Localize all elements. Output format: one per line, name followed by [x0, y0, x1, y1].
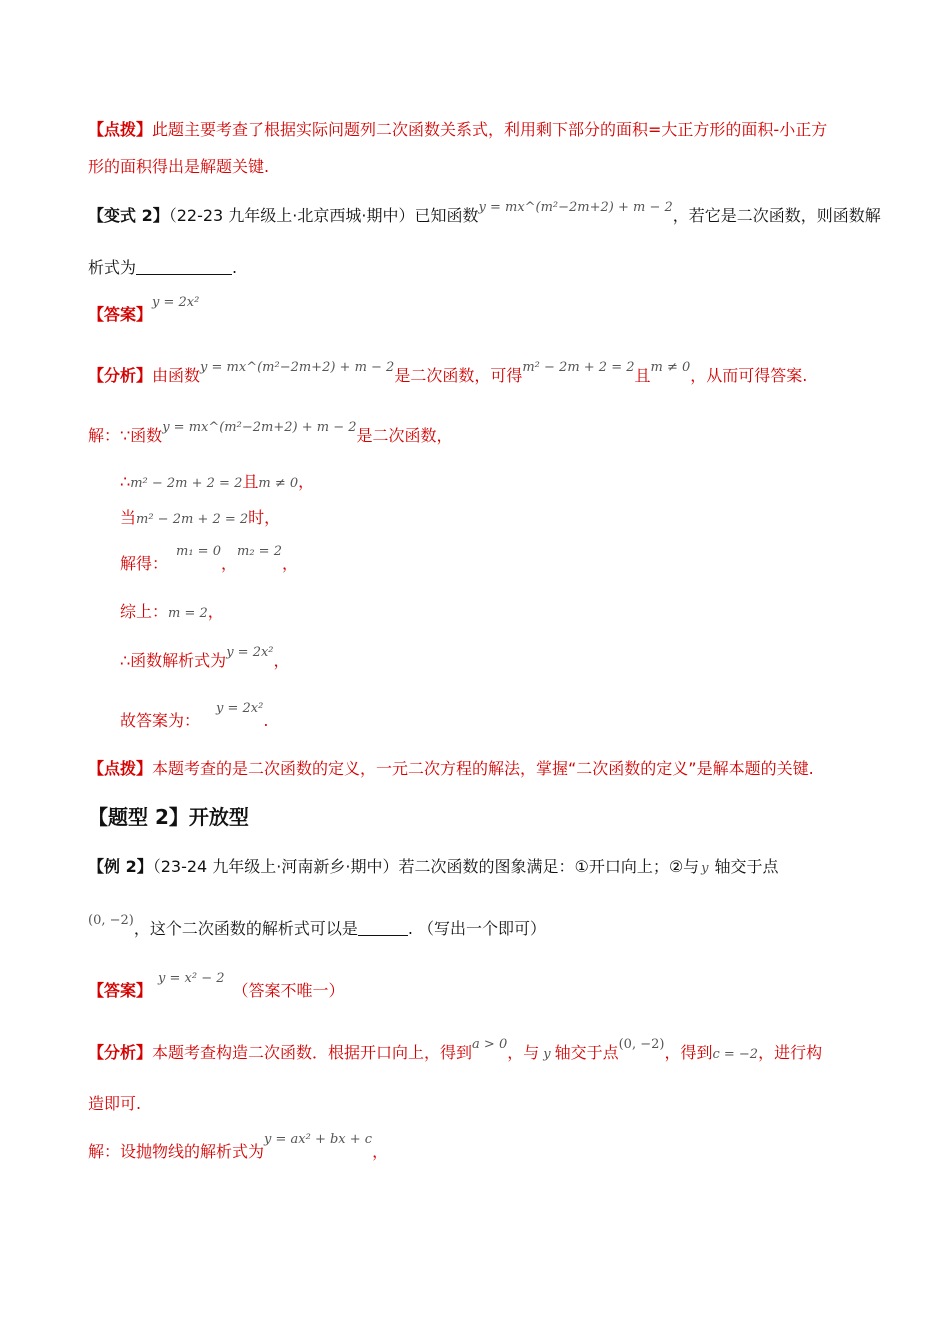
example2-line2-end: . （写出一个即可）: [407, 919, 547, 938]
analysis2-tag: 【分析】: [88, 1043, 153, 1062]
analysis1-p4: ，从而可得答案.: [690, 366, 808, 385]
solution1-s3-pre: 当: [120, 508, 137, 527]
analysis2-p1: 本题考查构造二次函数．根据开口向上，得到: [152, 1043, 473, 1062]
variant2-formula: y = mx^(m²−2m+2) + m − 2: [478, 200, 673, 215]
solution1-s7-pre: 故答案为：: [120, 711, 201, 730]
tip1-line2: 形的面积得出是解题关键.: [88, 157, 270, 176]
solution1-step7: [120, 701, 269, 734]
analysis2-point: (0, −2): [618, 1037, 665, 1052]
solution1-s1-formula: y = mx^(m²−2m+2) + m − 2: [162, 420, 357, 435]
solution1-s6-formula: y = 2x²: [226, 645, 274, 660]
analysis1-p1: 由函数: [152, 366, 201, 385]
example2-text-end: 轴交于点: [714, 857, 779, 876]
example2-line1: [88, 856, 779, 880]
analysis1-p3: 且: [634, 366, 651, 385]
solution1-s2-neq: m ≠ 0: [258, 476, 299, 491]
solution1-step2: [120, 471, 314, 495]
solution1-step4: [120, 544, 298, 577]
solution2-pre: 解：设抛物线的解析式为: [88, 1142, 265, 1161]
solution1-s7-formula: y = 2x²: [216, 701, 264, 716]
solution1-s6-pre: ∴函数解析式为: [120, 651, 227, 670]
solution1-s5-end: ，: [207, 602, 224, 621]
solution2-formula: y = ax² + bx + c: [264, 1132, 373, 1147]
solution1-s6-end: ，: [273, 651, 290, 670]
variant2-after: ，若它是二次函数，则函数解: [672, 206, 881, 225]
answer1-formula: y = 2x²: [152, 295, 200, 310]
example2-text: （23-24 九年级上·河南新乡·期中）若二次函数的图象满足：①开口向上；②与: [152, 857, 700, 876]
solution1-s2-eq: m² − 2m + 2 = 2: [130, 476, 243, 491]
analysis2-p5: ，进行构: [758, 1043, 823, 1062]
solution1-s1-post: 是二次函数，: [356, 426, 453, 445]
solution1-s5-eq: m = 2: [168, 606, 208, 621]
tip1-tag: 【点拨】: [88, 120, 153, 139]
section-heading: 【题型 2】开放型: [88, 805, 249, 829]
analysis1-tag: 【分析】: [88, 366, 153, 385]
analysis2-y: y: [543, 1047, 551, 1062]
solution1-s4-pre: 解得：: [120, 554, 169, 573]
variant2-line2: [88, 257, 237, 279]
solution2-line: [88, 1132, 389, 1165]
analysis2-p2: ，与: [507, 1043, 540, 1062]
tip1-text-1: 此题主要考查了根据实际问题列二次函数关系式，利用剩下部分的面积=大正方形的面积-小正方: [152, 120, 828, 139]
solution1-s4-end: ，: [281, 554, 298, 573]
analysis1-neq: m ≠ 0: [650, 360, 691, 375]
solution1-s2-and: 且: [242, 472, 259, 491]
variant2-source: （22-23 九年级上·北京西城·期中）已知函数: [168, 206, 479, 225]
analysis2-a: a > 0: [472, 1037, 508, 1052]
answer2-tag: 【答案】: [88, 981, 153, 1000]
analysis2-p3: 轴交于点: [554, 1043, 619, 1062]
tip2-text: 本题考查的是二次函数的定义，一元二次方程的解法，掌握“二次函数的定义”是解本题的关键.: [152, 759, 814, 778]
analysis1-line: [88, 360, 808, 389]
solution1-s4-m2: m₂ = 2: [237, 544, 282, 559]
answer2-formula: y = x² − 2: [158, 971, 225, 986]
solution1-step5: [120, 601, 224, 625]
answer1-tag: 【答案】: [88, 305, 153, 324]
solution1-s1-pre: 解：∵函数: [88, 426, 163, 445]
analysis2-line1: [88, 1037, 823, 1066]
solution1-s3-eq: m² − 2m + 2 = 2: [136, 512, 249, 527]
variant2-line1: [88, 200, 881, 229]
solution1-s3-post: 时，: [248, 508, 281, 527]
solution1-step3: [120, 507, 280, 531]
solution1-step6: [120, 645, 290, 674]
variant2-line2-end: .: [232, 258, 238, 277]
example2-tag: 【例 2】: [88, 857, 153, 876]
solution2-end: ，: [372, 1142, 389, 1161]
tip2-tag: 【点拨】: [88, 759, 153, 778]
analysis2-c: c = −2: [712, 1047, 759, 1062]
analysis2-line2: 造即可.: [88, 1094, 142, 1113]
solution1-s2-pre: ∴: [120, 472, 131, 491]
solution1-step1: [88, 420, 453, 449]
analysis1-formula: y = mx^(m²−2m+2) + m − 2: [200, 360, 395, 375]
answer2-note: （答案不唯一）: [232, 981, 345, 1000]
solution1-s4-m1: m₁ = 0: [176, 544, 221, 559]
solution1-s7-end: .: [263, 711, 269, 730]
solution1-s4-comma: ，: [220, 554, 237, 573]
variant2-tag: 【变式 2】: [88, 206, 169, 225]
example2-point: (0, −2): [88, 913, 134, 928]
example2-y: y: [701, 861, 709, 876]
tip2-line: [88, 758, 814, 780]
example2-blank[interactable]: [358, 919, 408, 936]
example2-line2: [88, 913, 547, 942]
variant2-line2-text: 析式为: [88, 258, 137, 277]
answer2-line: [88, 971, 345, 1004]
answer1-line: [88, 295, 200, 328]
solution1-s2-end: ，: [298, 472, 315, 491]
analysis1-eq: m² − 2m + 2 = 2: [522, 360, 635, 375]
tip1-line1: [88, 119, 827, 141]
analysis2-p4: ，得到: [664, 1043, 713, 1062]
solution1-s5-pre: 综上：: [120, 602, 169, 621]
example2-line2-text: ，这个二次函数的解析式可以是: [133, 919, 358, 938]
answer-blank[interactable]: [136, 258, 232, 275]
analysis1-p2: 是二次函数，可得: [394, 366, 523, 385]
